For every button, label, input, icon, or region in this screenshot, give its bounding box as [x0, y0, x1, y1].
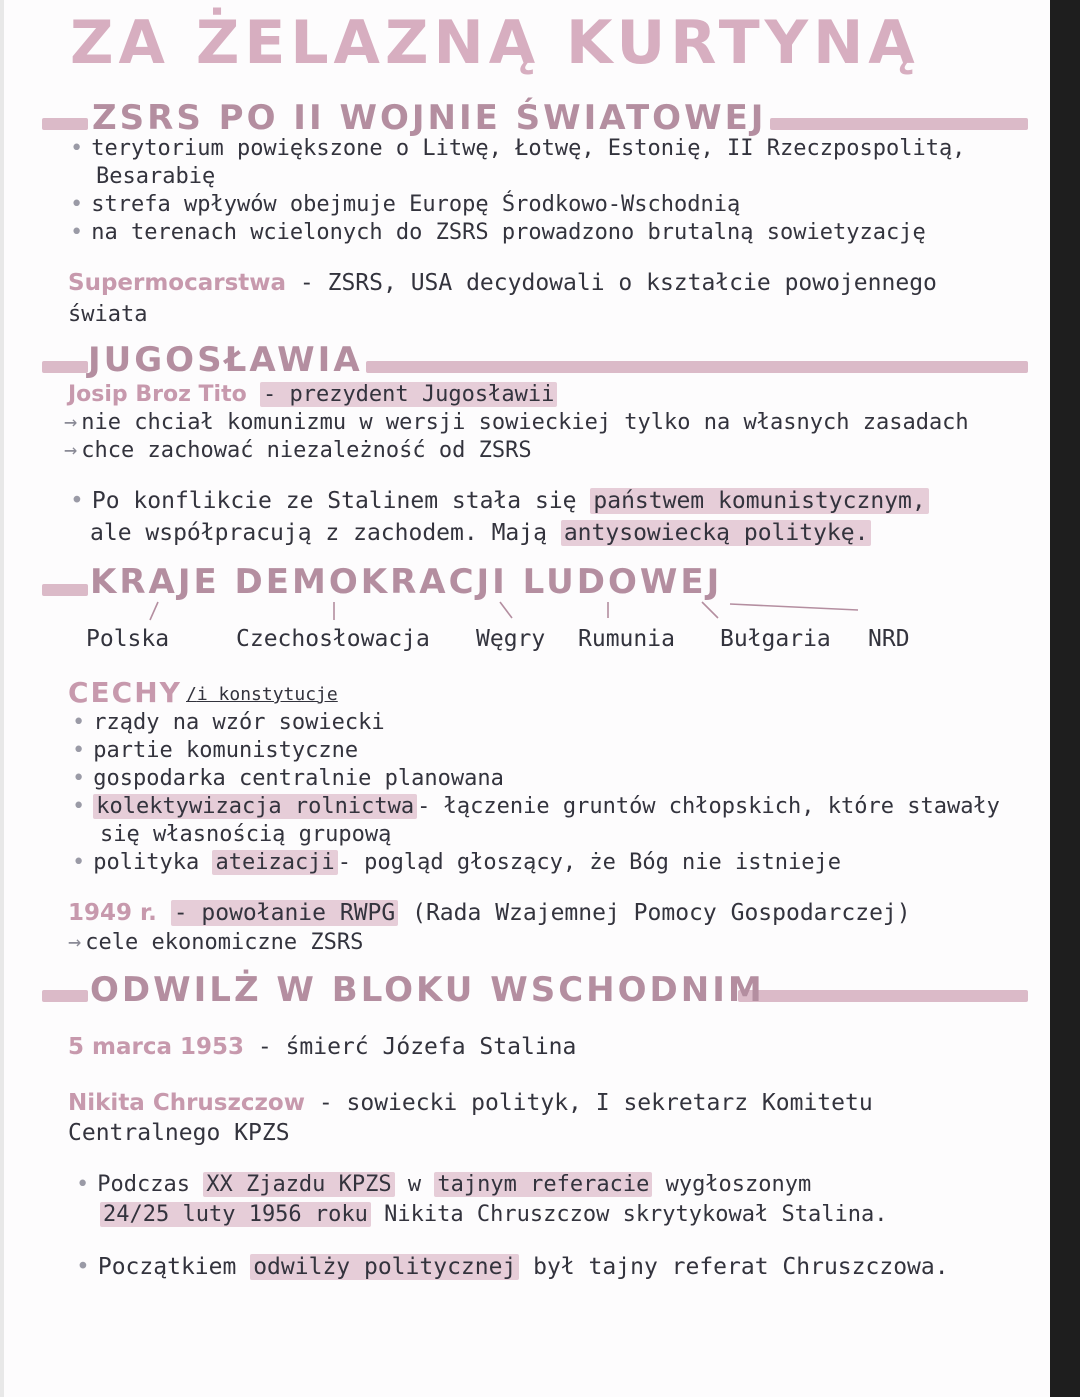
cechy-note-text: i konstytucje: [196, 684, 338, 705]
bullet-icon: •: [72, 794, 86, 819]
heading-bar-left: [42, 990, 88, 1002]
cechy-note: [186, 684, 338, 705]
bullet-icon: •: [70, 192, 84, 217]
list-item-text: - pogląd głoszący, że Bóg nie istnieje: [337, 850, 842, 875]
date-stalin: [68, 1034, 576, 1060]
highlight: XX Zjazdu KPZS: [203, 1172, 394, 1197]
heading-zsrs: ZSRS PO II WOJNIE ŚWIATOWEJ: [92, 98, 767, 138]
highlight: antysowiecką politykę.: [561, 520, 872, 546]
highlight: tajnym referacie: [434, 1172, 652, 1197]
heading-bar-right: [738, 990, 1028, 1002]
definition-text: - ZSRS, USA decydowali o kształcie powojennego: [299, 270, 937, 296]
country-wegry: Węgry: [476, 626, 546, 652]
bullet-icon: •: [72, 850, 86, 875]
paragraph-odwilz: [76, 1254, 949, 1280]
heading-odwilz: ODWILŻ W BLOKU WSCHODNIM: [90, 970, 765, 1010]
person-role: - prezydent Jugosławii: [260, 382, 557, 407]
highlight: kolektywizacja rolnictwa: [93, 794, 417, 819]
list-item: [72, 766, 504, 791]
person-definition-cont: Centralnego KPZS: [68, 1120, 290, 1146]
highlight: państwem komunistycznym,: [590, 488, 928, 514]
paragraph-text: był tajny referat Chruszczowa.: [533, 1254, 949, 1280]
highlight: ateizacji: [212, 850, 337, 875]
list-item: [72, 850, 841, 875]
list-item-cont: Besarabię: [96, 164, 216, 189]
person-name: Josip Broz Tito: [68, 382, 247, 407]
date-definition: - śmierć Józefa Stalina: [257, 1034, 577, 1060]
bullet-icon: •: [70, 220, 84, 245]
country-bulgaria: Bułgaria: [720, 626, 831, 652]
arrow-right-icon: →: [68, 930, 82, 955]
paragraph-text: w: [407, 1172, 422, 1197]
heading-jugoslawia: JUGOSŁAWIA: [88, 340, 363, 380]
highlight: 24/25 luty 1956 roku: [100, 1202, 371, 1227]
arrow-item: [68, 930, 363, 955]
date: 5 marca 1953: [68, 1034, 245, 1060]
list-item-text: na terenach wcielonych do ZSRS prowadzono brutalną sowietyzację: [91, 220, 926, 245]
paragraph-text: Podczas: [97, 1172, 190, 1197]
highlight: - powołanie RWPG: [171, 900, 399, 926]
arrow-right-icon: →: [64, 410, 78, 435]
year: 1949 r.: [68, 900, 157, 926]
bullet-icon: •: [76, 1172, 90, 1197]
rwpg-definition: (Rada Wzajemnej Pomocy Gospodarczej): [412, 900, 911, 926]
arrow-item-text: chce zachować niezależność od ZSRS: [81, 438, 532, 463]
slash-icon: /: [186, 684, 197, 705]
list-item-text: gospodarka centralnie planowana: [93, 766, 504, 791]
list-item: [72, 794, 1000, 819]
paragraph-text: Początkiem: [97, 1254, 237, 1280]
highlight: odwilży politycznej: [250, 1254, 519, 1280]
paragraph-text: wygłoszonym: [665, 1172, 812, 1197]
arrow-to-polska: [150, 602, 158, 620]
bullet-icon: •: [76, 1254, 90, 1280]
list-item-cont: się własnością grupową: [100, 822, 392, 847]
arrow-to-nrd: [730, 604, 858, 610]
arrow-item-text: nie chciał komunizmu w wersji sowieckiej tylko na własnych zasadach: [81, 410, 969, 435]
branch-arrows: [0, 0, 1080, 660]
list-item-text: rządy na wzór sowiecki: [93, 710, 385, 735]
paragraph-text: Nikita Chruszczow skrytykował Stalina.: [384, 1202, 888, 1227]
bullet-icon: •: [72, 710, 86, 735]
bullet-icon: •: [72, 766, 86, 791]
country-nrd: NRD: [868, 626, 910, 652]
person-chruszczow: [68, 1090, 873, 1116]
list-item-text: polityka: [93, 850, 200, 875]
list-item-text: terytorium powiększone o Litwę, Łotwę, Estonię, II Rzeczpospolitą,: [91, 136, 966, 161]
arrow-to-wegry: [500, 602, 512, 618]
paragraph-text: ale współpracują z zachodem. Mają: [90, 520, 547, 546]
person-name: Nikita Chruszczow: [68, 1090, 305, 1116]
list-item: [72, 738, 358, 763]
bullet-icon: •: [70, 136, 84, 161]
country-rumunia: Rumunia: [578, 626, 675, 652]
arrow-to-bulgaria: [702, 602, 718, 618]
definition-cont: świata: [68, 302, 148, 327]
cechy-label: CECHY: [68, 676, 182, 709]
arrow-item-text: cele ekonomiczne ZSRS: [85, 930, 364, 955]
list-item-text: partie komunistyczne: [93, 738, 359, 763]
list-item-text: strefa wpływów obejmuje Europę Środkowo-Wschodnią: [91, 192, 741, 217]
bullet-icon: •: [70, 488, 84, 514]
paragraph-referat: [76, 1172, 811, 1197]
country-polska: Polska: [86, 626, 170, 652]
paragraph-text: Po konflikcie ze Stalinem stała się: [91, 488, 577, 514]
arrow-right-icon: →: [64, 438, 78, 463]
country-czechoslowacja: Czechosłowacja: [236, 626, 430, 652]
term: Supermocarstwa: [68, 270, 287, 296]
paragraph-referat-cont: [100, 1202, 887, 1227]
heading-kraje: KRAJE DEMOKRACJI LUDOWEJ: [90, 562, 723, 602]
list-item: [72, 710, 385, 735]
list-item-text: - łączenie gruntów chłopskich, które stawały: [417, 794, 1000, 819]
person-definition: - sowiecki polityk, I sekretarz Komitetu: [318, 1090, 873, 1116]
page-title: ZA ŻELAZNĄ KURTYNĄ: [70, 8, 920, 78]
rwpg-line: [68, 900, 911, 926]
bullet-icon: •: [72, 738, 86, 763]
